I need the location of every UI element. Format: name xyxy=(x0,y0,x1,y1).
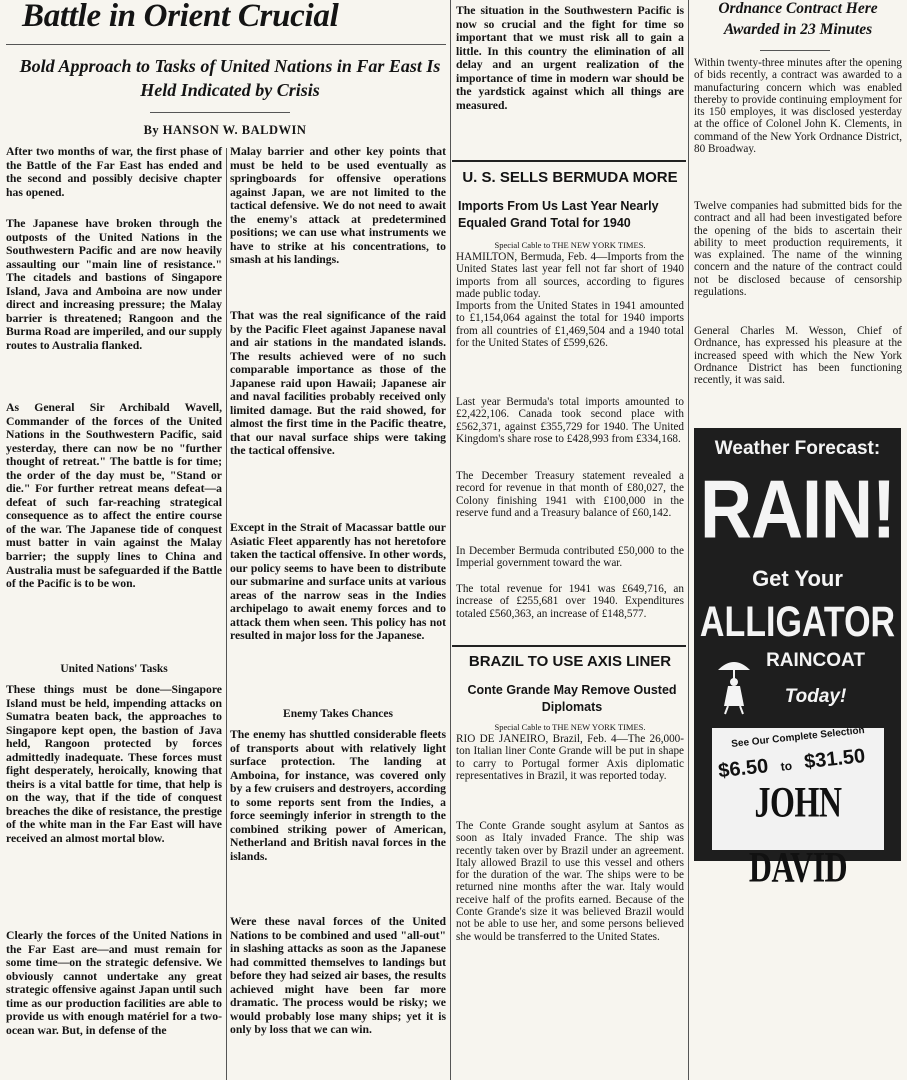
brazil-headline: BRAZIL TO USE AXIS LINER xyxy=(468,653,672,670)
brazil-subhead: Conte Grande May Remove Ousted Diplomats xyxy=(467,683,677,714)
main-col1-subheading: United Nations' Tasks xyxy=(60,663,168,675)
ad-raincoat: RAINCOAT xyxy=(766,650,865,671)
bermuda-paragraph-2: Imports from the United States in 1941 amounted to £1,154,064 against the total for 1940 imports from all countries of £1,469,504 and a 1940 total for the United States of £599,626. xyxy=(456,300,684,349)
main-col2-subheading: Enemy Takes Chances xyxy=(283,708,393,720)
story-divider-1 xyxy=(452,160,686,162)
bermuda-headline: U. S. SELLS BERMUDA MORE xyxy=(462,169,678,186)
bermuda-paragraph-3: Last year Bermuda's total imports amounted to £2,422,106. Canada took second place with £562,371, against £355,729 for 1940. The United Kingdom's share rose to £428,993 from £334,168. xyxy=(456,396,684,445)
column-rule-1 xyxy=(226,148,227,1080)
ad-see-selection: See Our Complete Selection xyxy=(730,725,866,750)
main-subhead: Bold Approach to Tasks of United Nations in Far East Is Held Indicated by Crisis xyxy=(19,56,441,100)
ordnance-paragraph-2: Twelve companies had submitted bids for the contract and all had been investigated before the opening of the bids to ascertain their ability to meet production requirements, it was explained. The name of the winning concern and the nature of the contract could not be disclosed because of censorship regulations. xyxy=(694,200,902,299)
ad-weather-forecast: Weather Forecast: xyxy=(714,438,881,459)
ad-store-name: JOHN DAVID xyxy=(748,777,848,891)
main-col1-paragraph-4: These things must be done—Singapore Island must be held, impending attacks on Sumatra beaten back, the approaches to Singapore kept open, the bastion of Java held, Rangoon protected by forces admittedly inadequate. These forces must fight desperately, heroically, knowing that theirs is a vital battle for time, that help is on the way, that if the tide of conquest breaches the dike of resistance, the prestige of the white man in the Far East will have received an almost mortal blow. xyxy=(6,683,222,846)
main-col3-continuation: The situation in the Southwestern Pacific is now so crucial and the fight for time so important that we must risk all to gain a little. In this country the elimination of all delay and an urgent realization of the importance of time in modern war should be the yardstick against which all things are measured. xyxy=(456,4,684,112)
main-col2-paragraph-3: Except in the Strait of Macassar battle our Asiatic Fleet apparently has not heretofore taken the tactical offensive. In other words, our policy seems to have been to distribute our submarine and surface units at various areas of the narrow seas in the Indies archipelago to await enemy forces and to attack them when seen. This policy has not resulted in major loss for the Japanese. xyxy=(230,521,446,643)
main-col1-paragraph-5: Clearly the forces of the United Nations in the Far East are—and must remain for some time—on the strategic defensive. We obviously cannot undertake any great strategic offensive against Japan until such time as our production facilities are able to provide us with enough matériel for a two-ocean war. But, in defense of the xyxy=(6,929,222,1037)
column-rule-2 xyxy=(450,0,451,1080)
ordnance-paragraph-3: General Charles M. Wesson, Chief of Ordnance, has expressed his pleasure at the increased speed with which the New York Ordnance District has been functioning recently, it was said. xyxy=(694,325,902,387)
bermuda-subhead: Imports From Us Last Year Nearly Equaled Grand Total for 1940 xyxy=(458,199,659,230)
main-col2-paragraph-1: Malay barrier and other key points that must be held to be used eventually as springboards for offensive operations against Japan, we are not limited to the tactical defensive. We do not need to await the enemy's attack at predetermined positions; we can use what instruments we have to strike at his concentrations, to smash at his landings. xyxy=(230,145,446,267)
main-col1-paragraph-2: The Japanese have broken through the outposts of the United Nations in the Southwestern Pacific and are now heavily assaulting our "main line of resistance." The citadels and bastions of Singapore Island, Java and Amboina are now under direct and increasing pressure; the Malay barrier is threatened; Rangoon and the Burma Road are imperiled, and our supply routes to Australia flanked. xyxy=(6,217,222,352)
column-rule-3 xyxy=(688,0,689,1080)
main-col2-paragraph-2: That was the real significance of the raid by the Pacific Fleet against Japanese naval and air stations in the mandated islands. The results achieved were of no such comparable importance as those of the Japanese raid upon Hawaii; Japanese air and naval facilities probably received only limited damage. But the raid showed, for almost the first time in the Pacific theatre, that our naval surface ships were taking the tactical offensive. xyxy=(230,309,446,458)
ad-price-low: $6.50 xyxy=(717,755,770,783)
ad-today: Today! xyxy=(784,686,847,707)
headline-rule xyxy=(6,44,446,45)
ad-alligator: ALLIGATOR xyxy=(699,598,896,646)
main-col1-paragraph-3: As General Sir Archibald Wavell, Commander of the forces of the United Nations in the Southwestern Pacific, said yesterday, there can now be no "further thought of retreat." The battle is for time; the order of the day must be, "Stand or die." For further retreat means defeat—a defeat of such far-reaching strategical consequence as to affect the entire course of the war. The Japanese tide of conquest must batter in vain against the Malay barrier; the supply lines to China and Australia must be safeguarded if the Battle of the Pacific is to be won. xyxy=(6,401,222,591)
story-divider-2 xyxy=(452,645,686,647)
bermuda-paragraph-5: In December Bermuda contributed £50,000 to the Imperial government toward the war. xyxy=(456,545,684,570)
ad-price-high: $31.50 xyxy=(803,745,867,774)
brazil-credit: Special Cable to THE NEW YORK TIMES. xyxy=(494,722,646,732)
bermuda-paragraph-1: HAMILTON, Bermuda, Feb. 4—Imports from the United States last year fell not far short of 1940 imports from all sources, according to figures made public today. xyxy=(456,251,684,300)
ad-price-to: to xyxy=(780,758,793,774)
ordnance-paragraph-1: Within twenty-three minutes after the opening of bids recently, a contract was awarded to a manufacturing concern which was enabled thereby to provide continuing employment for its 150 employes, it was disclosed yesterday at the office of Colonel John K. Clements, in command of the New York Ordnance District, 80 Broadway. xyxy=(694,57,902,156)
bermuda-paragraph-4: The December Treasury statement revealed a record for revenue in that month of £80,027, the Colony finishing 1941 with £100,000 in the reserve fund and a Treasury balance of £60,142. xyxy=(456,470,684,519)
subhead-rule xyxy=(150,112,290,113)
umbrella-figure-icon xyxy=(714,656,754,716)
ad-get-your: Get Your xyxy=(752,566,843,591)
byline: By HANSON W. BALDWIN xyxy=(143,123,307,137)
main-col2-paragraph-4: The enemy has shuttled considerable fleets of transports about with relatively light surface protection. The landing at Amboina, for instance, was covered only by a few cruisers and destroyers, according to some reports sent from the Indies, a force seemingly inferior in strength to the combined striking power of American, Netherland and British naval forces in the islands. xyxy=(230,728,446,863)
ordnance-rule xyxy=(760,50,830,51)
bermuda-credit: Special Cable to THE NEW YORK TIMES. xyxy=(494,240,646,250)
brazil-paragraph-1: RIO DE JANEIRO, Brazil, Feb. 4—The 26,000-ton Italian liner Conte Grande will be put in shape to carry to Portugal former Axis diplomatic representatives in Brazil, it was reported today. xyxy=(456,733,684,782)
main-col2-paragraph-5: Were these naval forces of the United Nations to be combined and used "all-out" in slashing attacks as soon as the Japanese had committed themselves to landings but before they had seized air bases, the results achieved might have been far more dramatic. The process would be risky; we would probably lose many ships; yet it is only by loss that we can win. xyxy=(230,915,446,1037)
raincoat-advertisement xyxy=(694,428,901,891)
main-col1-paragraph-1: After two months of war, the first phase of the Battle of the Far East has ended and the second and possibly decisive chapter has opened. xyxy=(6,145,222,199)
ad-price-box xyxy=(712,725,884,891)
brazil-paragraph-2: The Conte Grande sought asylum at Santos as soon as Italy invaded France. The ship was recently taken over by Brazil under an agreement. Italy allowed Brazil to use this vessel and others for the duration of the war. The ships were to be returned nine months after the war. Italy would receive half of the profits earned. Because of the Conte Grande's size it was believed Brazil would not be able to use her, and some persons believed she would be transferred to the United States. xyxy=(456,820,684,943)
ad-rain: RAIN! xyxy=(700,464,895,556)
ordnance-headline: Ordnance Contract Here Awarded in 23 Minutes xyxy=(718,0,878,38)
main-headline: Battle in Orient Crucial xyxy=(22,0,339,34)
bermuda-paragraph-6: The total revenue for 1941 was £649,716, an increase of £255,681 over 1940. Expenditures totaled £560,363, an increase of £148,577. xyxy=(456,583,684,620)
